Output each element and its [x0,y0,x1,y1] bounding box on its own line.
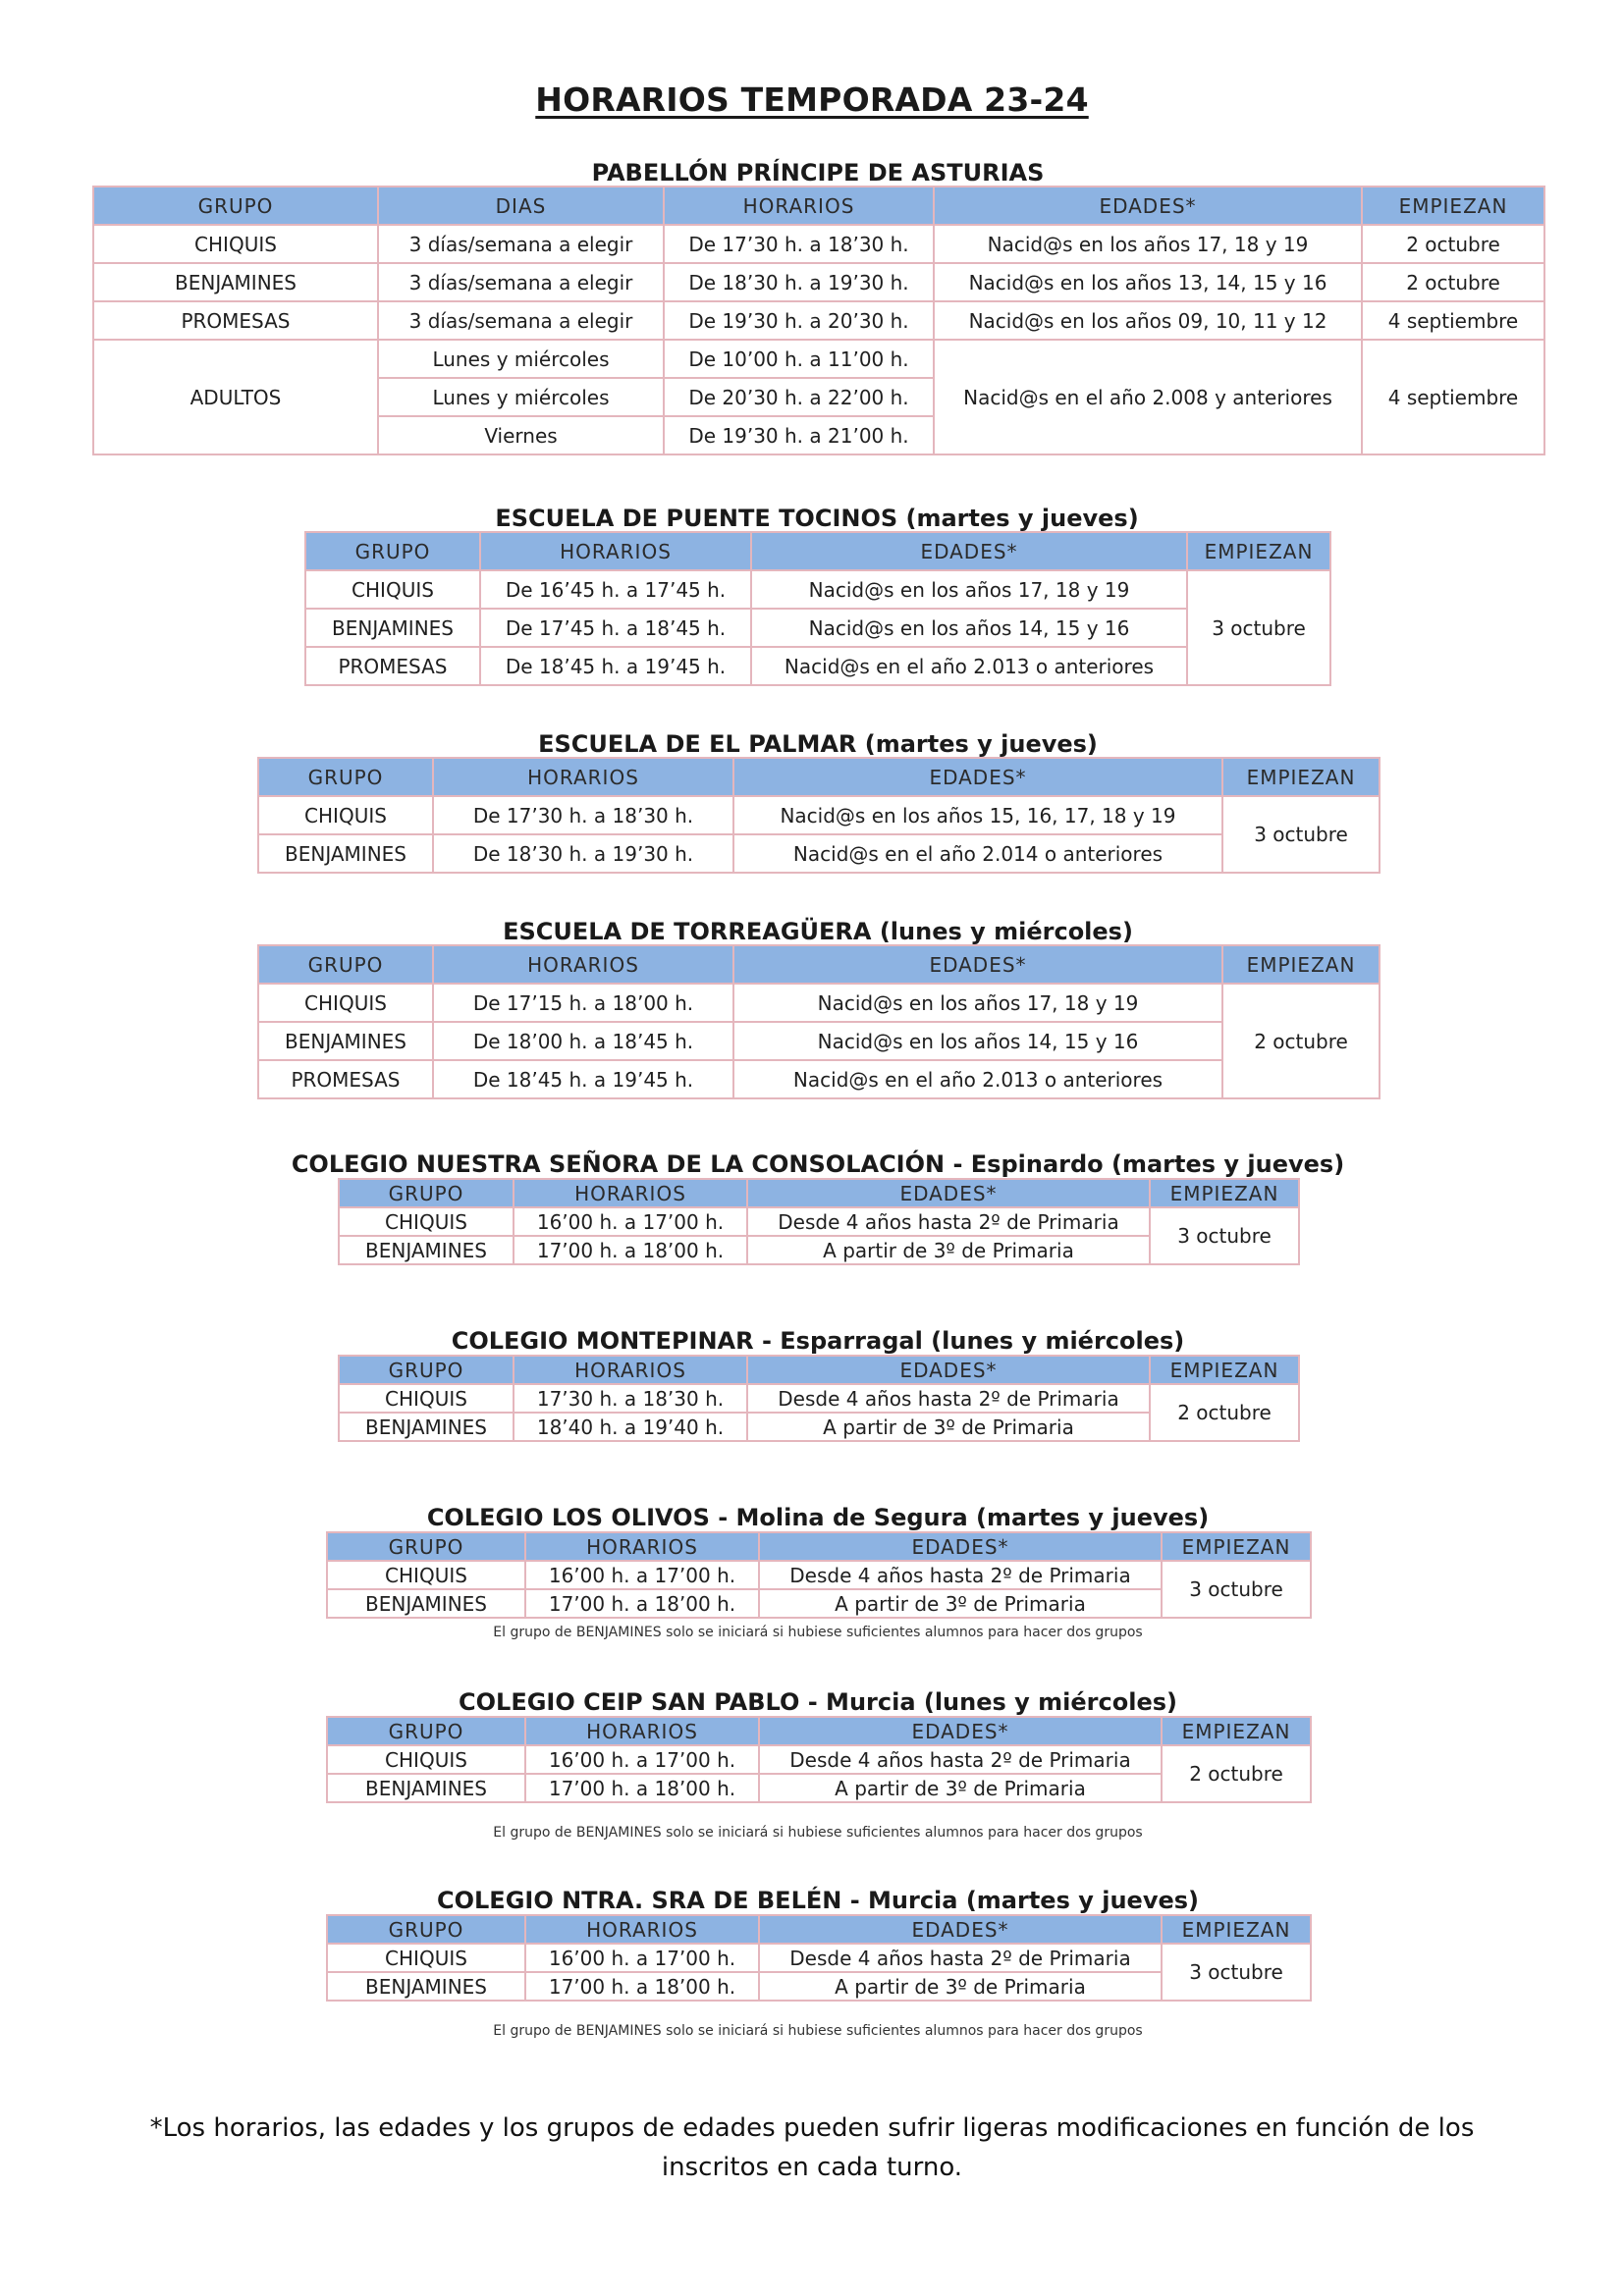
cell-dias: Lunes y miércoles [378,340,664,378]
cell-dias: 3 días/semana a elegir [378,225,664,263]
cell-empieza: 2 octubre [1222,984,1380,1098]
cell-grupo: CHIQUIS [93,225,378,263]
cell-edad: A partir de 3º de Primaria [747,1236,1150,1264]
table-header-row [93,187,1544,225]
header-grupo: GRUPO [327,1717,525,1745]
header-edades: EDADES* [934,187,1362,225]
cell-empieza: 3 octubre [1162,1944,1311,2001]
header-horarios: HORARIOS [525,1915,759,1944]
cell-horario: De 19’30 h. a 21’00 h. [664,416,934,454]
cell-empieza: 3 octubre [1187,570,1330,685]
cell-grupo: PROMESAS [305,647,480,685]
header-edades: EDADES* [751,532,1187,570]
cell-horario: De 18’00 h. a 18’45 h. [433,1022,733,1060]
table-row [305,570,1330,609]
section-consolacion [291,1150,1345,1265]
cell-horario: De 16’45 h. a 17’45 h. [480,570,751,609]
benjamines-note: El grupo de BENJAMINES solo se iniciará si hubiese suficientes alumnos para hacer dos grupos [493,1625,1143,1640]
cell-horario: De 18’45 h. a 19’45 h. [433,1060,733,1098]
cell-edad: A partir de 3º de Primaria [759,1774,1162,1802]
cell-horario: 17’00 h. a 18’00 h. [514,1236,747,1264]
section-title: ESCUELA DE TORREAGÜERA (lunes y miércoles) [503,918,1133,945]
table-header-row [258,758,1380,796]
cell-edad: Nacid@s en el año 2.014 o anteriores [733,834,1222,873]
cell-grupo: BENJAMINES [327,1972,525,2001]
section-montepinar [338,1327,1298,1442]
header-edades: EDADES* [733,945,1222,984]
table-row [305,609,1330,647]
header-edades: EDADES* [747,1356,1150,1384]
table-row [93,340,1544,378]
cell-horario: De 18’30 h. a 19’30 h. [664,263,934,301]
section-belen [326,1887,1310,2039]
table-row [258,796,1380,834]
cell-edad: Nacid@s en los años 14, 15 y 16 [733,1022,1222,1060]
cell-grupo: BENJAMINES [327,1589,525,1618]
header-grupo: GRUPO [327,1532,525,1561]
footnote: *Los horarios, las edades y los grupos de edades pueden sufrir ligeras modificaciones en función de los inscritos en cada turno. [149,2113,1475,2182]
header-horarios: HORARIOS [514,1179,747,1207]
header-grupo: GRUPO [339,1179,514,1207]
cell-grupo: CHIQUIS [305,570,480,609]
table-header-row [327,1915,1311,1944]
schedule-table [326,1531,1312,1619]
cell-empieza: 2 octubre [1362,225,1544,263]
header-edades: EDADES* [733,758,1222,796]
cell-edad: A partir de 3º de Primaria [747,1413,1150,1441]
header-horarios: HORARIOS [480,532,751,570]
cell-dias: 3 días/semana a elegir [378,263,664,301]
header-horarios: HORARIOS [525,1717,759,1745]
cell-grupo: BENJAMINES [339,1236,514,1264]
cell-grupo: BENJAMINES [93,263,378,301]
cell-grupo: CHIQUIS [258,796,433,834]
cell-edad: Nacid@s en el año 2.013 o anteriores [751,647,1187,685]
table-row [327,1944,1311,1972]
cell-grupo: BENJAMINES [327,1774,525,1802]
cell-edad: Desde 4 años hasta 2º de Primaria [759,1561,1162,1589]
cell-grupo: CHIQUIS [339,1207,514,1236]
header-edades: EDADES* [759,1915,1162,1944]
cell-edad: Nacid@s en el año 2.013 o anteriores [733,1060,1222,1098]
header-grupo: GRUPO [258,758,433,796]
cell-horario: De 18’45 h. a 19’45 h. [480,647,751,685]
cell-horario: De 17’30 h. a 18’30 h. [433,796,733,834]
header-empiezan: EMPIEZAN [1187,532,1330,570]
cell-grupo: CHIQUIS [327,1745,525,1774]
section-san-pablo [326,1688,1310,1841]
cell-edad: Desde 4 años hasta 2º de Primaria [747,1207,1150,1236]
header-horarios: HORARIOS [433,945,733,984]
cell-edad: Nacid@s en los años 15, 16, 17, 18 y 19 [733,796,1222,834]
header-horarios: HORARIOS [433,758,733,796]
cell-edad: Nacid@s en los años 09, 10, 11 y 12 [934,301,1362,340]
header-edades: EDADES* [747,1179,1150,1207]
section-title: COLEGIO NTRA. SRA DE BELÉN - Murcia (martes y jueves) [437,1887,1199,1914]
cell-edad: Nacid@s en los años 13, 14, 15 y 16 [934,263,1362,301]
cell-empieza: 2 octubre [1362,263,1544,301]
table-header-row [327,1717,1311,1745]
cell-horario: 17’30 h. a 18’30 h. [514,1384,747,1413]
cell-edad: Desde 4 años hasta 2º de Primaria [747,1384,1150,1413]
cell-grupo: PROMESAS [258,1060,433,1098]
cell-empieza: 4 septiembre [1362,301,1544,340]
cell-edad: A partir de 3º de Primaria [759,1589,1162,1618]
cell-grupo: BENJAMINES [258,834,433,873]
section-los-olivos [326,1504,1310,1640]
cell-grupo: BENJAMINES [258,1022,433,1060]
header-grupo: GRUPO [305,532,480,570]
schedule-table [326,1914,1312,2002]
table-row [93,301,1544,340]
cell-horario: 17’00 h. a 18’00 h. [525,1774,759,1802]
cell-horario: De 10’00 h. a 11’00 h. [664,340,934,378]
header-horarios: HORARIOS [514,1356,747,1384]
header-empiezan: EMPIEZAN [1162,1717,1311,1745]
table-header-row [258,945,1380,984]
table-row [339,1207,1299,1236]
cell-horario: De 20’30 h. a 22’00 h. [664,378,934,416]
table-row [258,834,1380,873]
header-empiezan: EMPIEZAN [1150,1179,1299,1207]
section-title: COLEGIO NUESTRA SEÑORA DE LA CONSOLACIÓN - Espinardo (martes y jueves) [291,1150,1345,1178]
cell-dias: Viernes [378,416,664,454]
cell-horario: De 17’45 h. a 18’45 h. [480,609,751,647]
table-row [339,1384,1299,1413]
header-horarios: HORARIOS [525,1532,759,1561]
table-row [258,1022,1380,1060]
table-row [327,1745,1311,1774]
schedule-table [338,1178,1300,1265]
cell-empieza: 3 octubre [1150,1207,1299,1264]
cell-edad: Desde 4 años hasta 2º de Primaria [759,1745,1162,1774]
schedule-table [326,1716,1312,1803]
section-torreaguera [257,918,1379,1099]
cell-horario: De 17’15 h. a 18’00 h. [433,984,733,1022]
header-empiezan: EMPIEZAN [1162,1532,1311,1561]
cell-empieza: 4 septiembre [1362,340,1544,454]
schedule-table [338,1355,1300,1442]
cell-grupo: CHIQUIS [339,1384,514,1413]
cell-grupo: CHIQUIS [258,984,433,1022]
header-empiezan: EMPIEZAN [1150,1356,1299,1384]
cell-empieza: 2 octubre [1150,1384,1299,1441]
cell-horario: 18’40 h. a 19’40 h. [514,1413,747,1441]
cell-horario: 17’00 h. a 18’00 h. [525,1589,759,1618]
cell-horario: De 18’30 h. a 19’30 h. [433,834,733,873]
cell-horario: 16’00 h. a 17’00 h. [525,1944,759,1972]
section-pabellon [92,159,1543,455]
section-title: COLEGIO CEIP SAN PABLO - Murcia (lunes y miércoles) [459,1688,1177,1716]
header-empiezan: EMPIEZAN [1222,758,1380,796]
header-grupo: GRUPO [327,1915,525,1944]
cell-grupo: BENJAMINES [305,609,480,647]
cell-horario: 17’00 h. a 18’00 h. [525,1972,759,2001]
header-horarios: HORARIOS [664,187,934,225]
cell-horario: 16’00 h. a 17’00 h. [525,1561,759,1589]
table-row [93,225,1544,263]
header-edades: EDADES* [759,1717,1162,1745]
header-empiezan: EMPIEZAN [1162,1915,1311,1944]
schedule-table [257,944,1380,1099]
cell-edad: Nacid@s en el año 2.008 y anteriores [934,340,1362,454]
header-empiezan: EMPIEZAN [1222,945,1380,984]
header-empiezan: EMPIEZAN [1362,187,1544,225]
cell-dias: 3 días/semana a elegir [378,301,664,340]
section-puente-tocinos [304,505,1329,686]
cell-edad: Nacid@s en los años 17, 18 y 19 [751,570,1187,609]
table-header-row [339,1179,1299,1207]
table-row [258,984,1380,1022]
cell-edad: Nacid@s en los años 14, 15 y 16 [751,609,1187,647]
cell-edad: A partir de 3º de Primaria [759,1972,1162,2001]
cell-grupo: ADULTOS [93,340,378,454]
table-header-row [339,1356,1299,1384]
cell-edad: Desde 4 años hasta 2º de Primaria [759,1944,1162,1972]
section-title: ESCUELA DE PUENTE TOCINOS (martes y jueves) [495,505,1139,532]
table-row [93,263,1544,301]
cell-edad: Nacid@s en los años 17, 18 y 19 [733,984,1222,1022]
schedule-table [304,531,1331,686]
cell-empieza: 3 octubre [1162,1561,1311,1618]
page-title: HORARIOS TEMPORADA 23-24 [535,80,1089,119]
cell-horario: 16’00 h. a 17’00 h. [525,1745,759,1774]
table-row [258,1060,1380,1098]
table-header-row [327,1532,1311,1561]
cell-horario: De 19’30 h. a 20’30 h. [664,301,934,340]
cell-empieza: 2 octubre [1162,1745,1311,1802]
cell-horario: De 17’30 h. a 18’30 h. [664,225,934,263]
header-dias: DIAS [378,187,664,225]
table-row [327,1561,1311,1589]
cell-grupo: BENJAMINES [339,1413,514,1441]
benjamines-note: El grupo de BENJAMINES solo se iniciará si hubiese suficientes alumnos para hacer dos grupos [493,1825,1143,1841]
cell-grupo: CHIQUIS [327,1944,525,1972]
schedule-table [92,186,1545,455]
table-header-row [305,532,1330,570]
header-grupo: GRUPO [93,187,378,225]
cell-grupo: CHIQUIS [327,1561,525,1589]
benjamines-note: El grupo de BENJAMINES solo se iniciará si hubiese suficientes alumnos para hacer dos grupos [493,2023,1143,2039]
section-el-palmar [257,730,1379,874]
section-title: COLEGIO LOS OLIVOS - Molina de Segura (martes y jueves) [426,1504,1210,1531]
cell-edad: Nacid@s en los años 17, 18 y 19 [934,225,1362,263]
cell-dias: Lunes y miércoles [378,378,664,416]
header-grupo: GRUPO [258,945,433,984]
header-edades: EDADES* [759,1532,1162,1561]
schedule-table [257,757,1380,874]
section-title: COLEGIO MONTEPINAR - Esparragal (lunes y miércoles) [451,1327,1185,1355]
table-row [305,647,1330,685]
section-title: PABELLÓN PRÍNCIPE DE ASTURIAS [591,159,1045,187]
cell-empieza: 3 octubre [1222,796,1380,873]
section-title: ESCUELA DE EL PALMAR (martes y jueves) [538,730,1098,758]
cell-horario: 16’00 h. a 17’00 h. [514,1207,747,1236]
header-grupo: GRUPO [339,1356,514,1384]
cell-grupo: PROMESAS [93,301,378,340]
